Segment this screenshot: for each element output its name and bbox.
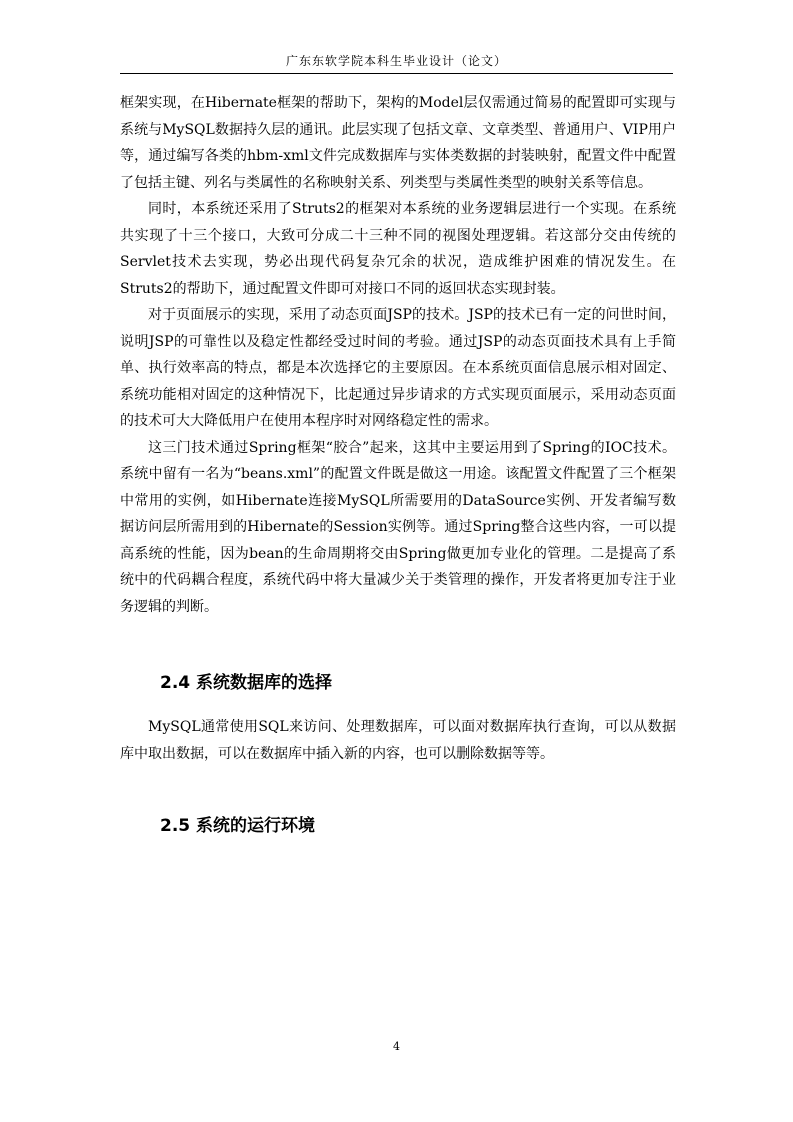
paragraph-framework-hibernate: 框架实现，在Hibernate框架的帮助下，架构的Model层仅需通过简易的配置即可实现与系统与MySQL数据持久层的通讯。此层实现了包括文章、文章类型、普通用户、VIP用户等，通过编写各类的hbm-xml文件完成数据库与实体类数据的封装映射，配置文件中配置了包括主键、列名与类属性的名称映射关系、列类型与类属性类型的映射关系等信息。 — [120, 95, 676, 191]
document-body — [120, 90, 676, 839]
paragraph-spring: 这三门技术通过Spring框架“胶合”起来，这其中主要运用到了Spring的IOC技术。系统中留有一名为“beans.xml”的配置文件既是做这一用途。该配置文件配置了三个框架中常用的实例，如Hibernate连接MySQL所需要用的DataSource实例、开发者编写数据访问层所需用到的Hibernate的Session实例等。通过Spring整合这些内容，一可以提高系统的性能，因为bean的生命周期将交由Spring做更加专业化的管理。二是提高了系统中的代码耦合程度，系统代码中将大量减少关于类管理的操作，开发者将更加专注于业务逻辑的判断。 — [120, 439, 676, 615]
page-header: 广东东软学院本科生毕业设计（论文） — [285, 54, 507, 68]
section-heading-2-4: 2.4 系统数据库的选择 — [160, 673, 333, 693]
paragraph-mysql: MySQL通常使用SQL来访问、处理数据库，可以面对数据库执行查询，可以从数据库中取出数据，可以在数据库中插入新的内容，也可以删除数据等等。 — [120, 719, 676, 762]
paragraph-jsp: 对于页面展示的实现，采用了动态页面JSP的技术。JSP的技术已有一定的问世时间，说明JSP的可靠性以及稳定性都经受过时间的考验。通过JSP的动态页面技术具有上手简单、执行效率高的特点，都是本次选择它的主要原因。在本系统页面信息展示相对固定、系统功能相对固定的这种情况下，比起通过异步请求的方式实现页面展示，采用动态页面的技术可大大降低用户在使用本程序时对网络稳定性的需求。 — [120, 307, 676, 429]
section-heading-2-5: 2.5 系统的运行环境 — [160, 816, 316, 836]
paragraph-struts2: 同时，本系统还采用了Struts2的框架对本系统的业务逻辑层进行一个实现。在系统共实现了十三个接口，大致可分成二十三种不同的视图处理逻辑。若这部分交由传统的Servlet技术去实现，势必出现代码复杂冗余的状况，造成维护困难的情况发生。在Struts2的帮助下，通过配置文件即可对接口不同的返回状态实现封装。 — [120, 201, 676, 297]
page-number: 4 — [393, 1040, 400, 1053]
header-divider — [120, 73, 673, 74]
